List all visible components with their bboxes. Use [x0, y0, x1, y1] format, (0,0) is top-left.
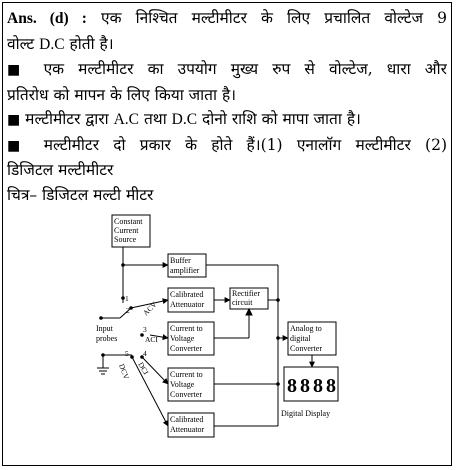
- switch-pos-3: 3: [143, 325, 147, 334]
- bullet-1-text-1: एक मल्टीमीटर का उपयोग मुख्य रुप से वोल्टेज, धारा और: [43, 60, 447, 78]
- input-probes-label-2: probes: [96, 334, 118, 343]
- ctov-bottom-label-2: Voltage: [170, 380, 195, 389]
- atten-top-label-2: Attenuator: [170, 300, 205, 309]
- atten-bottom-label-2: Attenuator: [170, 425, 205, 434]
- digital-display-label: Digital Display: [281, 409, 331, 418]
- ctov-bottom-label-1: Current to: [170, 370, 203, 379]
- ccs-label-1: Constant: [114, 217, 143, 226]
- adc-label-1: Analog to: [290, 324, 322, 333]
- bullet-3-text-1: मल्टीमीटर दो प्रकार के होते हैं।(1) एनालॉग मल्टीमीटर (2): [43, 135, 447, 154]
- ccs-label-3: Source: [114, 235, 137, 244]
- bullet-3-text-2: डिजिटल मल्टीमीटर: [7, 161, 114, 179]
- rectifier-label-2: circuit: [232, 298, 253, 307]
- display-digit-1: 8: [287, 375, 297, 397]
- ctov-top-label-1: Current to: [170, 324, 203, 333]
- display-digit-4: 8: [326, 375, 336, 397]
- input-probes-label-1: Input: [96, 324, 113, 333]
- answer-label: Ans. (d) :: [7, 10, 87, 27]
- bullet-2-text-d: D.C: [171, 111, 198, 128]
- bullet-2-text-e: दोनो राशि को मापा जाता है।: [202, 110, 361, 128]
- switch-label-aci: ACI: [145, 335, 158, 344]
- switch-label-acv: ACV: [141, 299, 159, 318]
- answer-text-1: एक निश्चित मल्टीमीटर के लिए प्रचालित वोल्टेज 9: [101, 9, 447, 27]
- switch-pos-2: 2: [126, 306, 130, 315]
- switch-pos-4: 4: [143, 349, 147, 358]
- switch-label-dci: DCI: [136, 360, 151, 377]
- ccs-label-2: Current: [114, 226, 139, 235]
- atten-bottom-label-1: Calibrated: [170, 415, 204, 424]
- ctov-top-label-2: Voltage: [170, 334, 195, 343]
- bullet-2-text-a: मल्टीमीटर द्वारा: [25, 110, 109, 128]
- adc-label-2: digital: [290, 334, 311, 343]
- ctov-bottom-label-3: Converter: [170, 390, 202, 399]
- answer-text-2a: वोल्ट: [7, 34, 35, 53]
- answer-text-2c: होती है।: [69, 34, 114, 53]
- atten-top-label-1: Calibrated: [170, 290, 204, 299]
- switch-label-dcv: DCV: [117, 362, 131, 381]
- bullet-square-icon: ■: [7, 137, 30, 154]
- bullet-1-text-2: प्रतिरोध को मापन के लिए किया जाता है।: [7, 85, 237, 104]
- bullet-2-text-b: A.C: [113, 111, 140, 128]
- answer-text-2b: D.C: [39, 35, 65, 53]
- buffer-label-1: Buffer: [170, 256, 191, 265]
- bullet-square-icon: ■: [7, 62, 30, 78]
- figure-caption: चित्र– डिजिटल मल्टी मीटर: [7, 185, 154, 204]
- ctov-top-label-3: Converter: [170, 344, 202, 353]
- buffer-label-2: amplifier: [170, 266, 200, 275]
- display-digit-3: 8: [313, 375, 323, 397]
- display-digit-2: 8: [300, 375, 310, 397]
- adc-label-3: Converter: [290, 344, 322, 353]
- bullet-2-text-c: तथा: [143, 110, 167, 128]
- switch-pos-5: 5: [125, 349, 129, 358]
- rectifier-label-1: Rectifier: [232, 289, 260, 298]
- bullet-square-icon: ■: [7, 112, 21, 128]
- switch-pos-1: 1: [125, 294, 129, 303]
